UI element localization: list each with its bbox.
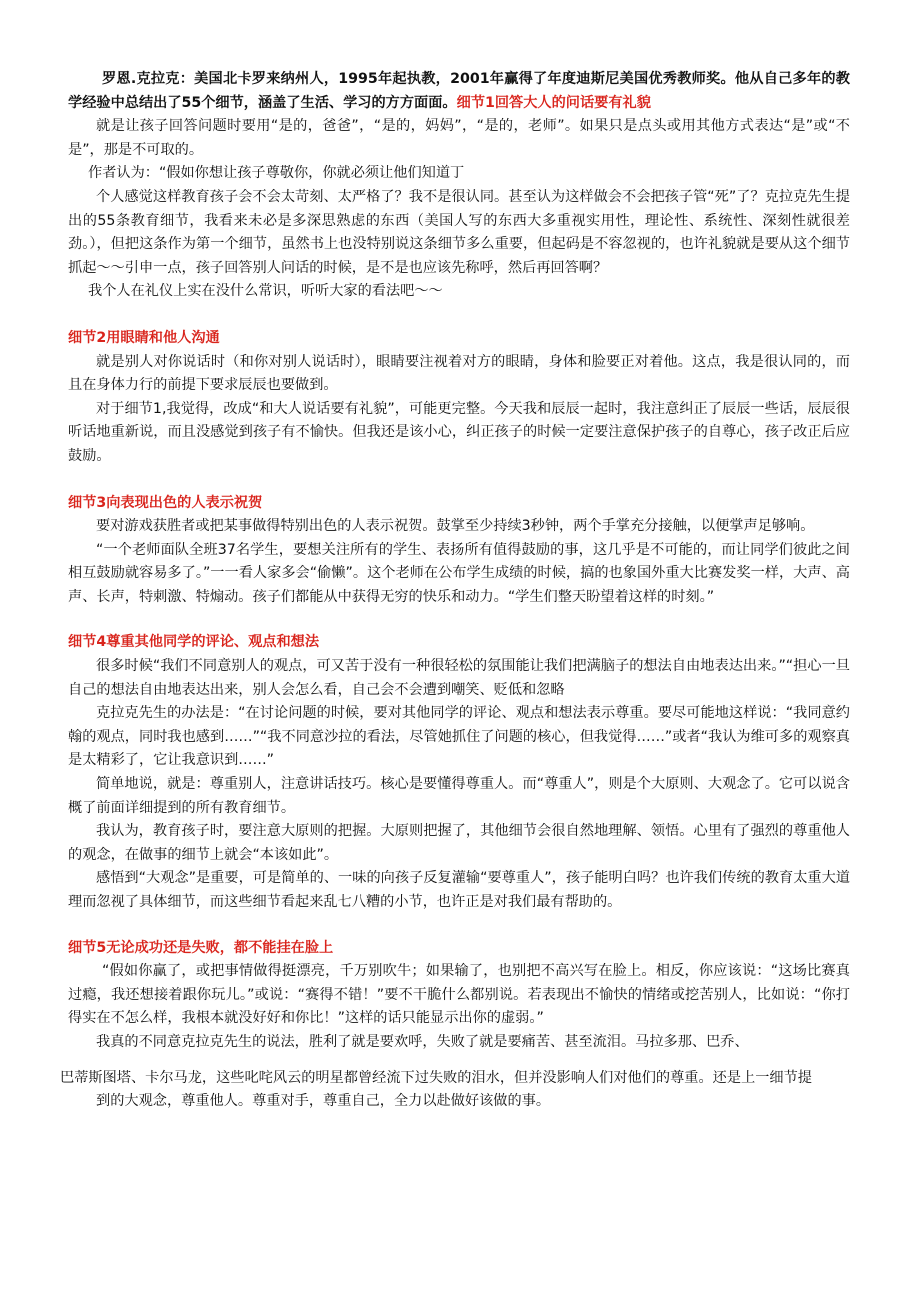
paragraph: 要对游戏获胜者或把某事做得特别出色的人表示祝贺。鼓掌至少持续3秒钟，两个手掌充分接触，以便掌声足够响。 xyxy=(96,518,815,535)
detail-5-heading: 细节5无论成功还是失败，都不能挂在脸上 xyxy=(68,939,334,956)
paragraph-continuation: 巴蒂斯图塔、卡尔马龙，这些叱咤风云的明星都曾经流下过失败的泪水，但并没影响人们对他们的尊重。还是上一细节提 xyxy=(60,1069,812,1086)
paragraph: 对于细节1,我觉得，改成“和大人说话要有礼貌”，可能更完整。今天我和辰辰一起时，我注意纠正了辰辰一些话，辰辰很听话地重新说，而且没感觉到孩子有不愉快。但我还是该小心，纠正孩子的时候一定要注意保护孩子的自尊心，孩子改正后应鼓励。 xyxy=(68,400,850,464)
spacer xyxy=(68,609,850,631)
paragraph: 就是别人对你说话时（和你对别人说话时），眼睛要注视着对方的眼睛，身体和脸要正对着他。这点，我是很认同的，而且在身体力行的前提下要求辰辰也要做到。 xyxy=(68,353,850,394)
detail-2-heading: 细节2用眼睛和他人沟通 xyxy=(68,329,220,346)
spacer xyxy=(68,915,850,937)
paragraph: 我个人在礼仪上实在没什么常识，听听大家的看法吧～～ xyxy=(88,283,443,300)
paragraph: 就是让孩子回答问题时要用“是的，爸爸”，“是的，妈妈”，“是的，老师”。如果只是点头或用其他方式表达“是”或“不是”，那是不可取的。 xyxy=(68,118,850,158)
paragraph: 作者认为：“假如你想让孩子尊敬你，你就必须让他们知道丁 xyxy=(88,165,465,182)
intro-bold-text: 罗恩.克拉克：美国北卡罗来纳州人，1995年起执教，2001年赢得了年度迪斯尼美国优秀教师奖。他从自己多年的教学经验中总结出了55个细节，涵盖了生活、学习的方方面面。 xyxy=(68,71,850,111)
paragraph: 克拉克先生的办法是：“在讨论问题的时候，要对其他同学的评论、观点和想法表示尊重。要尽可能地这样说：“我同意约翰的观点，同时我也感到……”“我不同意沙拉的看法，尽管她抓住了问题的核心，但我觉得……”或者“我认为维可多的观察真是太精彩了，它让我意识到……” xyxy=(68,705,850,769)
intro-paragraph xyxy=(68,68,850,115)
spacer xyxy=(68,469,850,492)
spacer xyxy=(68,304,850,327)
paragraph: 我真的不同意克拉克先生的说法，胜利了就是要欢呼，失败了就是要痛苦、甚至流泪。马拉多那、巴乔、 xyxy=(96,1033,749,1050)
paragraph: 我认为，教育孩子时，要注意大原则的把握。大原则把握了，其他细节会很自然地理解、领悟。心里有了强烈的尊重他人的观念，在做事的细节上就会“本该如此”。 xyxy=(68,823,850,863)
paragraph: “一个老师面队全班37名学生，要想关注所有的学生、表扬所有值得鼓励的事，这几乎是不可能的，而让同学们彼此之间相互鼓励就容易多了。”一一看人家多会“偷懒”。这个老师在公布学生成绩的时候，搞的也象国外重大比赛发奖一样，大声、高声、长声，特刺激、特煽动。孩子们都能从中获得无穷的快乐和动力。“学生们整天盼望着这样的时刻。” xyxy=(68,541,850,605)
paragraph: “假如你赢了，或把事情做得挺漂亮，千万别吹牛；如果输了，也别把不高兴写在脸上。相反，你应该说：“这场比赛真过瘾，我还想接着跟你玩儿。”或说：“赛得不错！”要不干脆什么都别说。若表现出不愉快的情绪或挖苦别人，比如说：“你打得实在不怎么样，我根本就没好好和你比！”这样的话只能显示出你的虚弱。” xyxy=(68,963,850,1027)
detail-1-heading: 细节1回答大人的问话要有礼貌 xyxy=(456,94,651,111)
paragraph: 很多时候“我们不同意别人的观点，可又苦于没有一种很轻松的氛围能让我们把满脑子的想法自由地表达出来。”“担心一旦自己的想法自由地表达出来，别人会怎么看，自己会不会遭到嘲笑、贬低和忽略 xyxy=(68,658,850,698)
paragraph: 感悟到“大观念”是重要，可是简单的、一味的向孩子反复灌输“要尊重人”，孩子能明白吗？也许我们传统的教育太重大道理而忽视了具体细节，而这些细节看起来乱七八糟的小节，也许正是对我们最有帮助的。 xyxy=(68,870,850,910)
paragraph: 简单地说，就是：尊重别人，注意讲话技巧。核心是要懂得尊重人。而“尊重人”，则是个大原则、大观念了。它可以说含概了前面详细提到的所有教育细节。 xyxy=(68,776,850,816)
detail-3-heading: 细节3向表现出色的人表示祝贺 xyxy=(68,494,263,511)
paragraph-continuation: 到的大观念，尊重他人。尊重对手，尊重自己，全力以赴做好该做的事。 xyxy=(96,1093,551,1110)
document-body xyxy=(60,68,850,1114)
paragraph: 个人感觉这样教育孩子会不会太苛刻、太严格了？我不是很认同。甚至认为这样做会不会把孩子管“死”了？克拉克先生提出的55条教育细节，我看来未必是多深思熟虑的东西（美国人写的东西大多重视实用性，理论性、系统性、深刻性就很差劲。），但把这条作为第一个细节，虽然书上也没特别说这条细节多么重要，但起码是不容忽视的，也许礼貌就是要从这个细节抓起～～引申一点，孩子回答别人问话的时候，是不是也应该先称呼，然后再回答啊？ xyxy=(68,188,850,276)
detail-4-heading: 细节4尊重其他同学的评论、观点和想法 xyxy=(68,634,320,651)
